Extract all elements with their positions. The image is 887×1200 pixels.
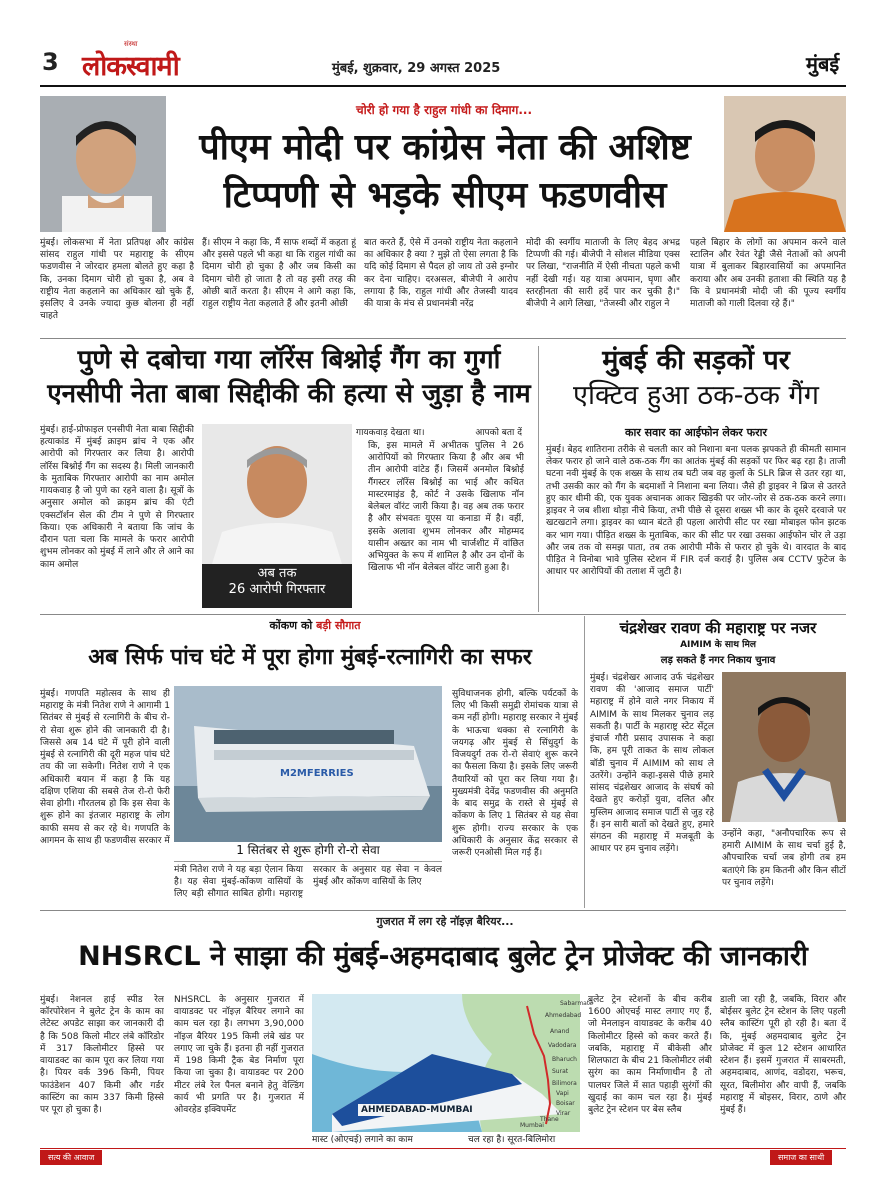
story1-kicker: चोरी हो गया है राहुल गांधी का दिमाग... <box>355 103 533 117</box>
story2-col2: कि, इस मामले में अभीतक पुलिस ने 26 आरोपियों को गिरफ्तार किया है और अब भी तीन आरोपी वांटेड हैं। जिसमें अनमोल बिश्नोई गैंगस्टर लॉरेंस बिश्नोई का भाई और कथित मास्टरमाइंड है, कोर्ट ने उसके खिलाफ नॉन बेलेबल वॉरंट जारी किया है। वह अब तक फरार है और संभवतः यूएस या कनाडा में है। वहीं, इसके अलावा शुभम लोनकर और मोहम्मद यासीन अख्तर का नाम भी चार्जशीट में वांछित अभियुक्त के रूप में शामिल है और उन दोनों के खिलाफ भी नॉन बेलेबल वॉरंट जारी हुआ है। <box>368 441 524 574</box>
header-rule <box>40 85 846 87</box>
story1-headline-1: पीएम मोदी पर कांग्रेस नेता की अशिष्ट <box>199 127 691 168</box>
story1-col5: पहले बिहार के लोगों का अपमान करने वाले स्टालिन और रेवंत रेड्डी जैसे नेताओं को अपनी यात्रा में बुलाकर बिहारवासियों का अपमानित कराया और अब उनकी हताशा की स्थिति यह है कि वे प्रधानमंत्री मोदी जी की पूज्य स्वर्गीय माताजी को गाली दिलवा रहे हैं।" <box>690 238 846 310</box>
fadnavis-photo <box>724 96 846 232</box>
masthead-logo: लोकस्वामी <box>82 51 179 82</box>
story3-body: मुंबई। बेहद शातिराना तरीके से चलती कार को निशाना बना पलक झपकते ही कीमती सामान लेकर फरार हो जाने वाले ठक-ठक गैंग का आतंक मुंबई की सड़कों पर फिर बढ़ रहा है। ताजी घटना नवी मुंबई के एक शख्स के साथ तब घटी जब वह कुर्ला के SLR ब्रिज से उतर रहा था, तभी उसकी कार को गैंग के बदमाशों ने निशाना बना लिया। जैसे ही ड्राइवर ने ब्रिज से उतरते हुए कार धीमी की, एक युवक अचानक आकर खिड़की पर जोर-जोर से ठक-ठक करने लगा। ड्राइवर ने जब शीशा थोड़ा नीचे किया, तभी पीछे से दूसरा शख्स भी कार के दूसरे दरवाजे पर खटखटाने लगा। ड्राइवर का ध्यान बंटते ही पहला आरोपी सीट पर रखा मोबाइल फोन झटक कर भाग गया। पीड़ित शख्स के मुताबिक, कार की सीट पर रखा उसका आईफोन चोर ले उड़ा और जब तक वो समझ पाता, तब तक आरोपी मौके से फरार हो चुके थे। वारदात के बाद पीड़ित ने विनोबा भावे पुलिस स्टेशन में FIR दर्ज कराई है। पुलिस अब CCTV फुटेज के आधार पर आरोपियों की तलाश में जुटी है। <box>546 445 846 578</box>
map-station-4: Vadodara <box>548 1042 577 1049</box>
ferry-caption: 1 सितंबर से शुरू होगी रो-रो सेवा <box>174 844 442 862</box>
story4-col3: सुविधाजनक होगी, बल्कि पर्यटकों के लिए भी किसी समुद्री रोमांचक यात्रा से कम नहीं होगी। महाराष्ट्र सरकार ने मुंबई के भाऊचा धक्का से रत्नागिरी के जयगढ़ और मुंबई से सिंधुदुर्ग के विजयदुर्ग तक रो-रो सेवाएं शुरू करने का फैसला किया है। इसके लिए जरूरी तैयारियों को पूरा कर लिया गया है। मुख्यमंत्री देवेंद्र फडणवीस की अनुमति के बाद समुद्र के रास्ते से मुंबई से कोंकण के लिए 1 सितंबर से यह सेवा शुरू होगी। राज्य सरकार के एक अधिकारी के अनुसार केंद्र सरकार से जरूरी एनओसी मिल गई हैं। <box>452 689 578 859</box>
map-station-5: Bharuch <box>552 1056 577 1063</box>
story3-headline-2: एक्टिव हुआ ठक-ठक गैंग <box>573 380 819 411</box>
map-station-2: Ahmedabad <box>545 1012 582 1019</box>
story1-col2: हैं। सीएम ने कहा कि, मैं साफ शब्दों में कहता हूं और इससे पहले भी कहा था कि राहुल गांधी का दिमाग चोरी हो चुका है और जब किसी का दिमाग चोरी हो जाता है तो वह इसी तरह की ओछी बातें करता है। सीएम ने आगे कहा कि, राहुल राष्ट्रीय नेता कहलाते हैं और इतनी ओछी <box>202 238 356 310</box>
story5-sub2: लड़ सकते हैं नगर निकाय चुनाव <box>660 655 776 666</box>
footer-left-tag: सत्य की आवाज <box>40 1150 102 1165</box>
map-station-1: Sabarmati <box>560 1000 591 1007</box>
story2-headline-2: एनसीपी नेता बाबा सिद्दीकी की हत्या से जुड़ा है नाम <box>47 379 531 409</box>
story5-headline: चंद्रशेखर रावण की महाराष्ट्र पर नजर <box>619 619 817 637</box>
story6-headline: NHSRCL ने साझा की मुंबई-अहमदाबाद बुलेट ट्रेन प्रोजेक्ट की जानकारी <box>78 941 808 972</box>
story2-col2-top: आपको बता दें <box>475 428 522 438</box>
story1-col1: मुंबई। लोकसभा में नेता प्रतिपक्ष और कांग्रेस सांसद राहुल गांधी पर महाराष्ट्र के सीएम फडणवीस ने जोरदार हमला बोलते हुए कहा है कि, उनका दिमाग चोरी हो चुका है, अब वे राष्ट्रीय नेता कहलाने का अधिकार खो चुके हैं, इसलिए वे उनके ज्यादा कुछ बोलना ही नहीं चाहते <box>40 238 194 322</box>
ferry-hull-text: M2MFERRIES <box>280 768 354 779</box>
story4-below-image: मंत्री नितेश राणे ने यह बड़ा ऐलान किया है। यह सेवा मुंबई-कोंकण वासियों के लिए बड़ी सौगात साबित होगी। महाराष्ट्र सरकार के अनुसार यह सेवा न केवल मुंबई और कोंकण वासियों के लिए <box>174 865 442 900</box>
story4-kicker <box>220 618 410 633</box>
story3-headline-1: मुंबई की सड़कों पर <box>602 345 790 376</box>
col-rule <box>584 616 585 908</box>
footer-rule <box>40 1148 846 1149</box>
story1-col3: बात करते हैं, ऐसे में उनको राष्ट्रीय नेता कहलाने का अधिकार है क्या ? मुझे तो ऐसा लगता है कि यदि कोई दिमाग से पैदल हो जाय तो उसे इग्नोर कर देना चाहिए। दरअसल, बीजेपी ने आरोप लगाया है कि, राहुल गांधी और तेजस्वी यादव की यात्रा के मंच से प्रधानमंत्री नरेंद्र <box>364 238 518 310</box>
story6-col1: मुंबई। नेशनल हाई स्पीड रेल कॉरपोरेशन ने बुलेट ट्रेन के काम का लेटेस्ट अपडेट साझा कर जानकारी दी है कि 508 किलो मीटर लंबे कॉरिडोर में 317 किलोमीटर हिस्से पर वायाडक्ट का काम पूरा कर लिया गया है। पियर वर्क 396 किमी, पियर फाउंडेशन 407 किमी और गर्डर कास्टिंग का काम 337 किमी हिस्से पर पूरा हो चुका है। <box>40 995 164 1116</box>
story6-kicker: गुजरात में लग रहे नॉइज़ बैरियर... <box>376 915 514 928</box>
footer-right-tag: समाज का साथी <box>770 1150 832 1165</box>
story6-below-image-left: मास्ट (ओएचई) लगाने का काम <box>312 1135 413 1145</box>
issue-date: मुंबई, शुक्रवार, 29 अगस्त 2025 <box>332 61 501 76</box>
divider <box>40 614 846 615</box>
edition-city: मुंबई <box>806 52 840 76</box>
map-station-9: Boisar <box>556 1100 575 1107</box>
chandrashekhar-photo <box>722 672 846 822</box>
story2-col2-pre: गायकवाड़ देखता था। <box>356 428 425 438</box>
rahul-gandhi-photo <box>40 96 166 232</box>
page-number: 3 <box>42 48 59 76</box>
siddique-caption-box <box>202 564 352 608</box>
caption-line-2: 26 आरोपी गिरफ्तार <box>228 582 326 598</box>
story1-headline-2: टिप्पणी से भड़के सीएम फडणवीस <box>223 175 667 216</box>
story6-below-image-right: चल रहा है। सूरत-बिलिमोरा <box>468 1135 556 1145</box>
caption-line-1: अब तक <box>257 566 297 581</box>
ro-ro-ferry-photo <box>174 686 442 842</box>
divider <box>40 338 846 339</box>
story4-headline: अब सिर्फ पांच घंटे में पूरा होगा मुंबई-रत्नागिरी का सफर <box>88 645 532 670</box>
divider <box>40 910 846 911</box>
story2-col1: मुंबई। हाई-प्रोफाइल एनसीपी नेता बाबा सिद्दीकी हत्याकांड में मुंबई क्राइम ब्रांच ने एक और आरोपी को गिरफ्तार कर लिया है। आरोपी लॉरेंस बिश्नोई गैंग का सदस्य है। मिली जानकारी के मुताबिक गिरफ्तार आरोपी का नाम अमोल गायकवाड़ है जो पुणे का रहने वाला है। सूत्रों के अनुसार अमोल को क्राइम ब्रांच की एंटी एक्सटॉर्शन सेल की टीम ने पुणे से गिरफ्तार किया। एक अधिकारी ने बताया कि जांच के दौरान पता चला कि मामले के फरार आरोपी शुभम लोनकर को मुंबई में लाने और ले आने का काम अमोल <box>40 425 194 570</box>
brand-sup: संस्था <box>124 40 138 48</box>
story6-col2: NHSRCL के अनुसार गुजरात में वायाडक्ट पर नॉइज़ बैरियर लगाने का काम चल रहा है। लगभग 3,90,000 नॉइज बैरियर 195 किमी लंबे खंड पर लगाए जा चुके हैं। इतना ही नहीं गुजरात में 198 किमी ट्रैक बेड निर्माण पूरा किया जा चुका है। वायाडक्ट पर 200 मीटर लंबे रेल पैनल बनाने हेतु वेल्डिंग कार्य भी प्रगति पर है। गुजरात में ओवरहेड इक्विपमेंट <box>174 995 304 1116</box>
map-station-8: Vapi <box>556 1090 569 1097</box>
map-station-10: Virar <box>556 1110 571 1117</box>
map-station-11: Thane <box>540 1116 559 1123</box>
story2-headline-1: पुणे से दबोचा गया लॉरेंस बिश्नोई गैंग का गुर्गा <box>77 345 501 375</box>
story6-col4: बुलेट ट्रेन स्टेशनों के बीच करीब 1600 ओएचई मास्ट लगाए गए हैं, जो मेनलाइन वायाडक्ट के करीब 40 किलोमीटर हिस्से को कवर करते हैं। जबकि, महाराष्ट्र में बीकेसी और शिलफाटा के बीच 21 किलोमीटर लंबी सुरंग का काम निर्माणाधीन है तो पालघर जिले में सात पहाड़ी सुरंगों की खुदाई का काम चल रहा है। मुंबई बुलेट ट्रेन स्टेशन पर बेस स्लैब <box>588 995 712 1116</box>
map-station-3: Anand <box>550 1028 570 1035</box>
story6-col5: डाली जा रही है, जबकि, विरार और बोईसर बुलेट ट्रेन स्टेशन के लिए पहली स्लैब कास्टिंग पूरी हो रही है। बता दें कि, मुंबई अहमदाबाद बुलेट ट्रेन प्रोजेक्ट में कुल 12 स्टेशन आधारित स्टेशन हैं। इसमें गुजरात में साबरमती, अहमदाबाद, आणंद, वडोदरा, भरूच, सूरत, बिलीमोरा और वापी हैं, जबकि महाराष्ट्र में बोइसर, विरार, ठाणे और मुंबई हैं। <box>720 995 846 1116</box>
map-station-6: Surat <box>552 1068 569 1075</box>
story1-col4: मोदी की स्वर्गीय माताजी के लिए बेहद अभद्र टिप्पणी की गई। बीजेपी ने सोशल मीडिया एक्स पर लिखा, "राजनीति में ऐसी नीचता पहले कभी नहीं देखी गई। यह यात्रा अपमान, घृणा और स्तरहीनता की सारी हदें पार कर चुकी है।" बीजेपी ने आगे लिखा, "तेजस्वी और राहुल ने <box>526 238 680 310</box>
story4-col1: मुंबई। गणपति महोत्सव के साथ ही महाराष्ट्र के मंत्री नितेश राणे ने आगामी 1 सितंबर से मुंबई से रत्नागिरी के बीच रो-रो सेवा शुरू होने की जानकारी दी है। जिससे अब 14 घंटे में पूरी होने वाली मुंबई से रत्नागिरी की दूरी महज पांच घंटे तय की जा सकेगी। नितेश राणे ने एक अधिकारी बयान में कहा है कि यह दक्षिण एशिया की सबसे तेज रो-रो फेरी सेवा होगी। गौरतलब हो कि इस सेवा के शुरू होने का इंतजार महाराष्ट्र के लोग काफी समय से कर रहे थे। गणपति के आगमन के साथ ही फडणवीस सरकार में <box>40 689 170 846</box>
col-rule <box>538 346 539 612</box>
story4-kicker-a: कोंकण को <box>269 619 313 632</box>
story4-kicker-b: बड़ी सौगात <box>316 619 361 632</box>
story3-subhead: कार सवार का आईफोन लेकर फरार <box>625 426 767 439</box>
story5-col-right: उन्होंने कहा, "अनौपचारिक रूप से हमारी AIMIM के साथ चर्चा हुई है, औपचारिक चर्चा जब होगी तब हम बताएंगे कि हम कितनी और किन सीटों पर चुनाव लड़ेंगे। <box>722 829 846 888</box>
story5-body: मुंबई। चंद्रशेखर आजाद उर्फ चंद्रशेखर रावण की 'आजाद समाज पार्टी' महाराष्ट्र में होने वाले नगर निकाय में AIMIM के साथ मिलकर चुनाव लड़ सकती है। पार्टी के महाराष्ट्र स्टेट सेंट्रल इंचार्ज गौरी प्रसाद उपासक ने कहा कि, हम पूरी ताकत के साथ लोकल बॉडी चुनाव में AIMIM को साथ ले उतरेंगे। उन्होंने कहा-इससे पीछे हमारे सांसद चंद्रशेखर आजाद के संघर्ष को देखते हुए करोड़ों युवा, दलित और मुस्लिम आजाद समाज पार्टी से जुड़ रहे हैं। इन सारी बातों को देखते हुए, हमारे संगठन की महाराष्ट्र में मजबूती के आधार पर हम चुनाव लड़ेंगे। <box>590 673 714 855</box>
train-label: AHMEDABAD-MUMBAI <box>358 1104 476 1116</box>
map-station-7: Bilimora <box>552 1080 577 1087</box>
map-station-12: Mumbai <box>520 1122 544 1129</box>
story5-sub1: AIMIM के साथ मिल <box>680 640 756 650</box>
